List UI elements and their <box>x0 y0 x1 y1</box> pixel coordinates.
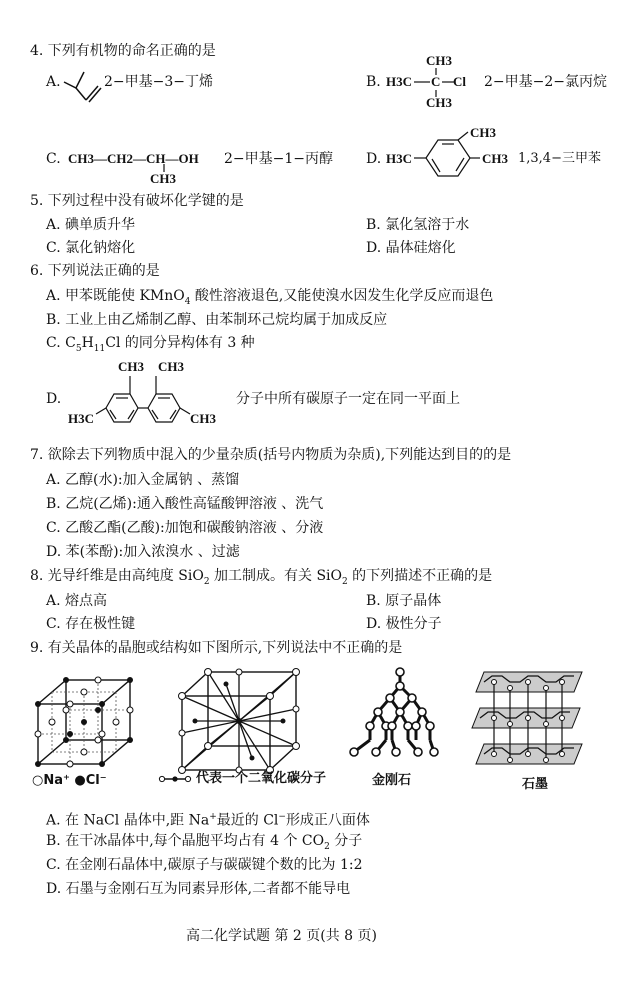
diamond-structure-figure <box>346 664 442 764</box>
option-5a: A. 碘单质升华 <box>46 217 136 233</box>
nacl-legend: ○Na⁺ ●Cl⁻ <box>32 773 107 788</box>
co2-legend-caption: 代表一个二氧化碳分子 <box>196 771 327 786</box>
option-4a-label: A. <box>46 74 61 90</box>
q4d-ch3-top: CH3 <box>470 125 496 140</box>
option-9b: B. 在干冰晶体中,每个晶胞平均占有 4 个 $CO_2$ 分子 <box>46 833 363 852</box>
dry-ice-unit-cell-figure <box>168 666 314 774</box>
option-5c: C. 氯化钠熔化 <box>46 240 136 256</box>
question-4-stem: 4. 下列有机物的命名正确的是 <box>30 43 216 59</box>
co2-molecule-legend-icon <box>158 772 192 786</box>
option-8d: D. 极性分子 <box>366 616 442 632</box>
q4a-skeletal-structure <box>62 64 106 104</box>
question-7-stem: 7. 欲除去下列物质中混入的少量杂质(括号内物质为杂质),下列能达到目的的是 <box>30 447 512 463</box>
question-5-stem: 5. 下列过程中没有破坏化学键的是 <box>30 193 244 209</box>
question-8-stem: 8. 光导纤维是由高纯度 SiO$_2$ 加工制成。有关 SiO$_2$ 的下列描述不正确的是 <box>30 568 493 587</box>
option-5d: D. 晶体硅熔化 <box>366 240 456 256</box>
option-6d-text: 分子中所有碳原子一定在同一平面上 <box>236 391 460 407</box>
graphite-structure-figure <box>470 668 590 772</box>
diamond-caption: 金刚石 <box>372 773 412 788</box>
q4b-ch3-top: CH3 <box>426 53 452 68</box>
option-4a-name: 2−甲基−3−丁烯 <box>104 74 214 90</box>
option-4d-label: D. <box>366 151 382 167</box>
option-7b: B. 乙烷(乙烯):通入酸性高锰酸钾溶液 、洗气 <box>46 496 324 512</box>
q4c-ch3-branch: CH3 <box>150 171 176 186</box>
option-7a: A. 乙醇(水):加入金属钠 、蒸馏 <box>46 472 240 488</box>
q6d-biphenyl-structure <box>92 372 192 424</box>
graphite-caption: 石墨 <box>522 777 549 792</box>
option-6a: A. 甲苯既能使 KMnO$_4$ 酸性溶液退色,又能使溴水因发生化学反应而退色 <box>46 288 494 307</box>
option-8a: A. 熔点高 <box>46 593 108 609</box>
q4b-h3c: H3C <box>386 74 412 89</box>
q4d-h3c: H3C <box>386 151 412 166</box>
option-8b: B. 原子晶体 <box>366 593 442 609</box>
option-4d-name: 1,3,4−三甲苯 <box>518 151 601 166</box>
option-7d: D. 苯(苯酚):加入浓溴水 、过滤 <box>46 544 240 560</box>
option-4b-label: B. <box>366 74 381 90</box>
option-4c-label: C. <box>46 151 61 167</box>
option-9a: A. 在 NaCl 晶体中,距 Na+最近的 Cl−形成正八面体 <box>46 812 370 829</box>
page-footer: 高二化学试题 第 2 页(共 8 页) <box>186 928 377 944</box>
option-4c-name: 2−甲基−1−丙醇 <box>224 151 334 167</box>
option-4b-name: 2−甲基−2−氯丙烷 <box>484 74 608 90</box>
question-6-stem: 6. 下列说法正确的是 <box>30 263 160 279</box>
q6d-h3c: H3C <box>68 411 94 426</box>
option-8c: C. 存在极性键 <box>46 616 136 632</box>
q4d-ch3-right: CH3 <box>482 151 508 166</box>
option-7c: C. 乙酸乙酯(乙酸):加饱和碳酸钠溶液 、分液 <box>46 520 324 536</box>
nacl-unit-cell-figure <box>30 676 150 768</box>
q6d-ch3-right-ring: CH3 <box>158 359 184 374</box>
q4b-carbon: C <box>431 74 441 89</box>
option-5b: B. 氯化氢溶于水 <box>366 217 470 233</box>
option-9c: C. 在金刚石晶体中,碳原子与碳碳键个数的比为 1:2 <box>46 857 363 873</box>
option-6b: B. 工业上由乙烯制乙醇、由苯制环己烷均属于加成反应 <box>46 312 388 328</box>
q4b-bonds <box>410 66 458 102</box>
option-9d: D. 石墨与金刚石互为同素异形体,二者都不能导电 <box>46 881 351 897</box>
q6d-ch3-right: CH3 <box>190 411 216 426</box>
q4b-chlorine: Cl <box>453 74 466 89</box>
q6d-ch3-left-ring: CH3 <box>118 359 144 374</box>
question-9-stem: 9. 有关晶体的晶胞或结构如下图所示,下列说法中不正确的是 <box>30 640 403 656</box>
q4c-formula: CH3—CH2—CH—OH <box>68 151 199 166</box>
option-6c: C. $C_5H_{11}Cl$ 的同分异构体有 3 种 <box>46 335 255 354</box>
q4b-ch3-bottom: CH3 <box>426 95 452 110</box>
option-6d-label: D. <box>46 391 62 407</box>
